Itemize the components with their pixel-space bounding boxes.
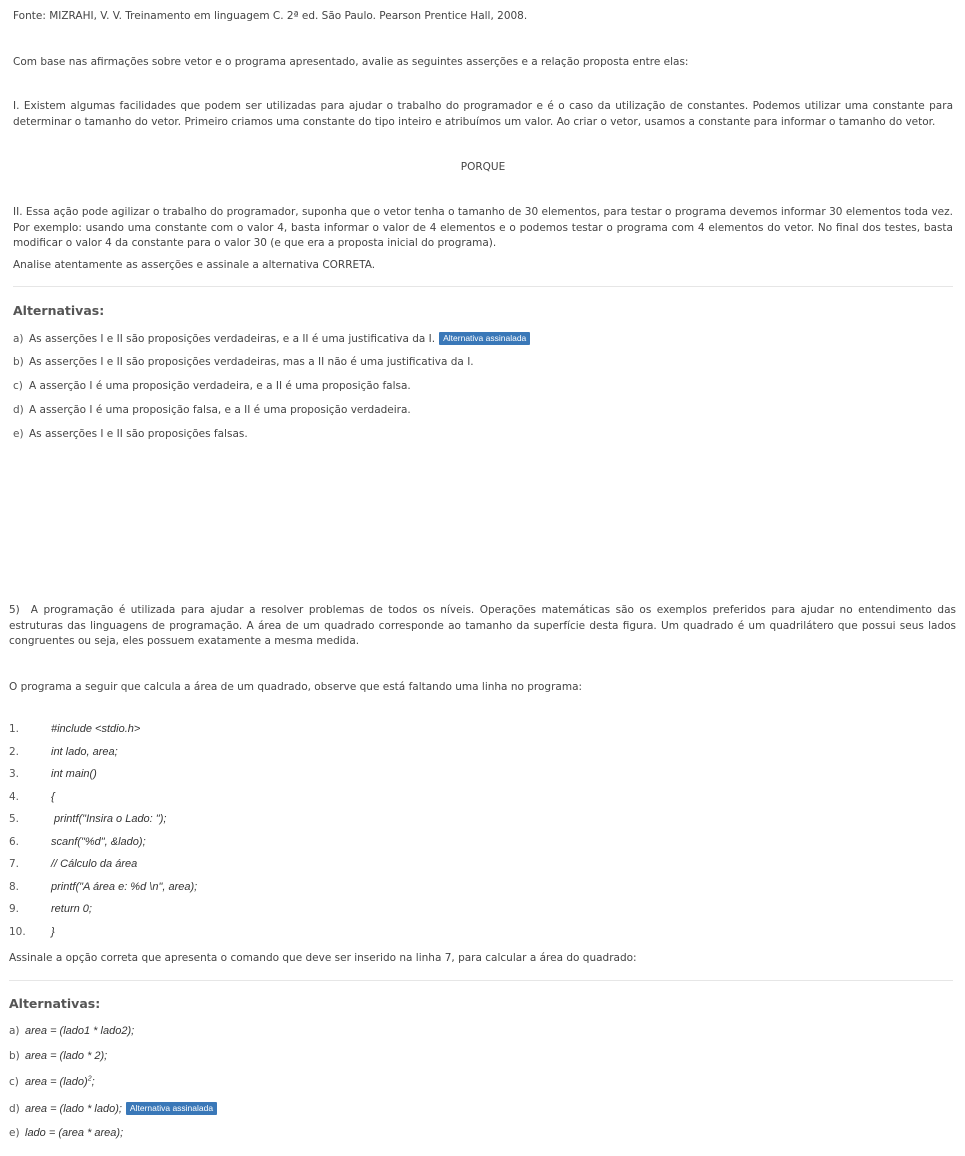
alternative-text: A asserção I é uma proposição verdadeira, e a II é uma proposição falsa. bbox=[29, 380, 411, 392]
code-line bbox=[9, 813, 166, 831]
q4-alternative-c[interactable] bbox=[13, 380, 411, 392]
q5-alternative-c[interactable] bbox=[9, 1075, 95, 1088]
line-number: 3. bbox=[9, 768, 20, 780]
alternative-text: As asserções I e II são proposições verdadeiras, mas a II não é uma justificativa da I. bbox=[29, 356, 474, 368]
source-citation: Fonte: MIZRAHI, V. V. Treinamento em linguagem C. 2ª ed. São Paulo. Pearson Prentice Hall, 2008. bbox=[13, 10, 528, 22]
line-number: 1. bbox=[9, 723, 20, 735]
alternative-letter: e) bbox=[13, 428, 24, 440]
alternative-text: area = (lado)$^2$; bbox=[25, 1075, 95, 1088]
alternative-text: A asserção I é uma proposição falsa, e a II é uma proposição verdadeira. bbox=[29, 404, 411, 416]
code-text: { bbox=[51, 790, 55, 803]
alternative-letter: b) bbox=[13, 356, 24, 368]
question-intro: Com base nas afirmações sobre vetor e o programa apresentado, avalie as seguintes asserções e a relação proposta entre elas: bbox=[13, 56, 689, 68]
alternative-letter: a) bbox=[13, 333, 24, 345]
line-number: 7. bbox=[9, 858, 20, 870]
question-number: 5) bbox=[9, 604, 20, 616]
alternative-letter: c) bbox=[13, 380, 23, 392]
selected-badge: Alternativa assinalada bbox=[126, 1102, 217, 1115]
alternative-text: area = (lado * lado); bbox=[25, 1103, 122, 1115]
alternative-letter: d) bbox=[13, 404, 24, 416]
line-number: 10. bbox=[9, 925, 26, 938]
code-text: int lado, area; bbox=[51, 745, 118, 758]
selected-badge: Alternativa assinalada bbox=[439, 332, 530, 345]
alternative-text: lado = (area * area); bbox=[25, 1127, 124, 1139]
porque-label: PORQUE bbox=[460, 161, 506, 173]
q4-alternative-d[interactable] bbox=[13, 404, 411, 416]
assertion-two: II. Essa ação pode agilizar o trabalho do programador, suponha que o vetor tenha o tamanho de 30 elementos, para testar o programa devemos informar 30 elementos toda vez. Por exemplo: usando uma constante com o valor 4, basta informar o valor de 4 elementos e o podemos testar o programa com 4 elementos do vetor. No final dos testes, basta modificar o valor 4 da constante para o valor 30 (e que era a proposta inicial do programa). bbox=[13, 206, 953, 249]
q5-statement bbox=[9, 603, 956, 650]
divider bbox=[13, 286, 953, 287]
q5-instruction: Assinale a opção correta que apresenta o comando que deve ser inserido na linha 7, para calcular a área do quadrado: bbox=[9, 952, 637, 964]
code-line bbox=[9, 926, 55, 944]
code-text: #include <stdio.h> bbox=[51, 723, 141, 735]
alternative-letter: e) bbox=[9, 1127, 20, 1139]
code-line bbox=[9, 768, 97, 786]
assertion-one: I. Existem algumas facilidades que podem ser utilizadas para ajudar o trabalho do programador e é o caso da utilização de constantes. Podemos utilizar uma constante para determinar o tamanho do vetor. Primeiro criamos uma constante do tipo inteiro e atribuímos um valor. Ao criar o vetor, usamos a constante para informar o tamanho do vetor. bbox=[13, 100, 953, 128]
code-line bbox=[9, 903, 92, 921]
line-number: 2. bbox=[9, 745, 20, 758]
code-line bbox=[9, 723, 140, 741]
alternative-letter: c) bbox=[9, 1075, 19, 1088]
q4-alternative-a[interactable] bbox=[13, 332, 530, 345]
alternative-text: As asserções I e II são proposições falsas. bbox=[29, 428, 248, 440]
line-number: 6. bbox=[9, 835, 20, 848]
code-line bbox=[9, 881, 197, 899]
code-text: printf("Insira o Lado: "); bbox=[51, 813, 167, 825]
superscript: 2 bbox=[87, 1075, 92, 1082]
q5-alternative-a[interactable] bbox=[9, 1025, 134, 1037]
line-number: 5. bbox=[9, 813, 20, 825]
code-text: // Cálculo da área bbox=[51, 858, 138, 870]
line-number: 9. bbox=[9, 903, 20, 915]
line-number: 4. bbox=[9, 790, 20, 803]
code-line bbox=[9, 791, 55, 809]
alternative-text: area = (lado * 2); bbox=[25, 1050, 108, 1062]
alternatives-title: Alternativas: bbox=[9, 996, 101, 1011]
code-text: } bbox=[51, 925, 55, 938]
q5-alternative-b[interactable] bbox=[9, 1050, 107, 1062]
alternative-text: As asserções I e II são proposições verdadeiras, e a II é uma justificativa da I. bbox=[29, 333, 436, 345]
alternative-text: area = (lado1 * lado2); bbox=[25, 1025, 135, 1037]
alternative-letter: d) bbox=[9, 1103, 20, 1115]
code-text: int main() bbox=[51, 768, 97, 780]
code-text: printf("A área e: %d \n", area); bbox=[51, 880, 198, 893]
line-number: 8. bbox=[9, 880, 20, 893]
q5-alternative-d[interactable] bbox=[9, 1102, 217, 1115]
code-line bbox=[9, 746, 118, 764]
code-line bbox=[9, 836, 146, 854]
alternative-letter: b) bbox=[9, 1050, 20, 1062]
code-text: scanf("%d", &lado); bbox=[51, 835, 146, 848]
q5-alternative-e[interactable] bbox=[9, 1127, 123, 1139]
q4-alternative-b[interactable] bbox=[13, 356, 474, 368]
divider bbox=[9, 980, 953, 981]
question-statement: A programação é utilizada para ajudar a resolver problemas de todos os níveis. Operações matemáticas são os exemplos preferidos para ajudar no entendimento das estruturas das linguagens de programação. A área de um quadrado corresponde ao tamanho da superfície desta figura. Um quadrado é um quadrilátero que possui seus lados congruentes ou seja, eles possuem exatamente a mesma medida. bbox=[9, 604, 956, 647]
code-line bbox=[9, 858, 137, 876]
question-instruction: Analise atentamente as asserções e assinale a alternativa CORRETA. bbox=[13, 259, 376, 271]
alternatives-title: Alternativas: bbox=[13, 303, 105, 318]
program-intro: O programa a seguir que calcula a área de um quadrado, observe que está faltando uma linha no programa: bbox=[9, 681, 583, 693]
q4-alternative-e[interactable] bbox=[13, 428, 248, 440]
alternative-letter: a) bbox=[9, 1025, 20, 1037]
code-text: return 0; bbox=[51, 903, 92, 915]
